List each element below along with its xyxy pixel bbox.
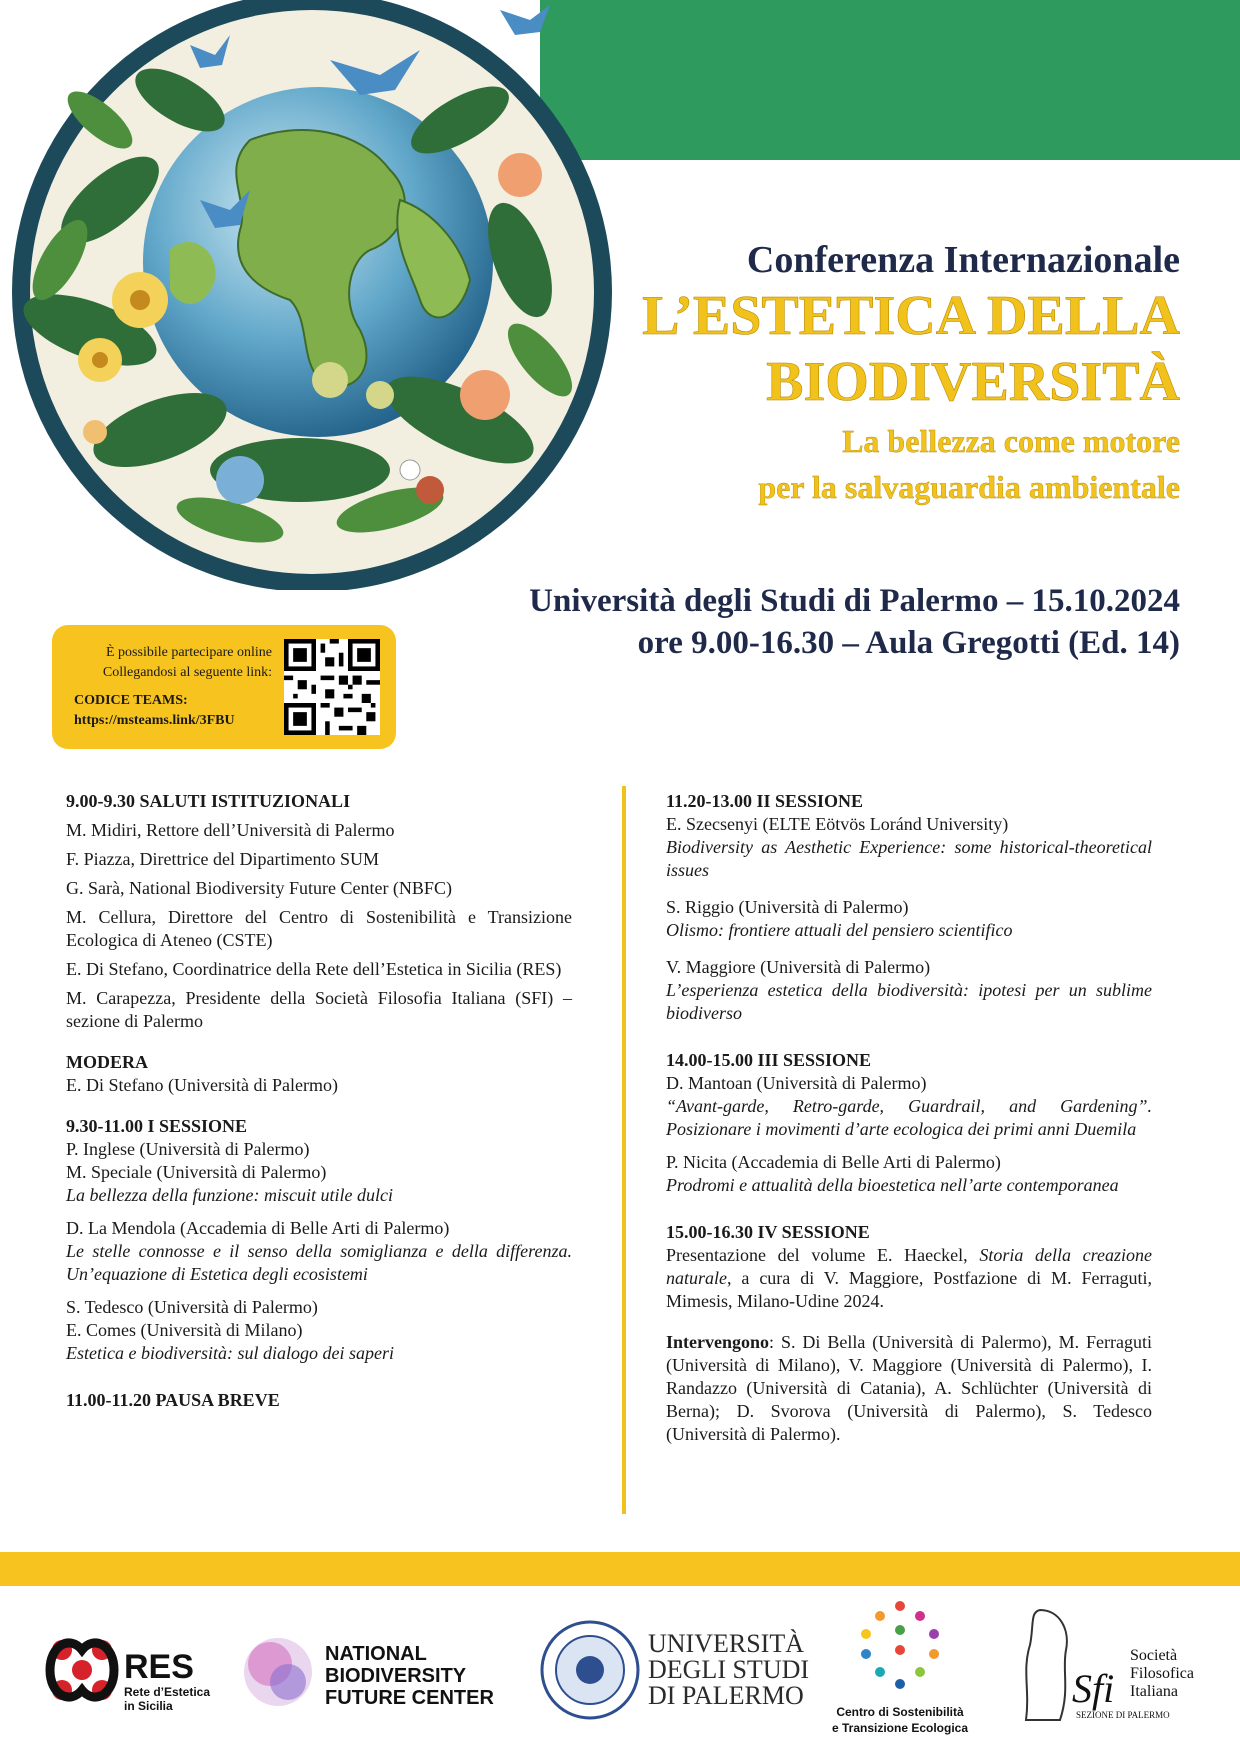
main-title-line1: L’ESTETICA DELLA <box>642 285 1180 347</box>
column-divider <box>622 786 626 1514</box>
talk-title: “Avant-garde, Retro-garde, Guardrail, and Gardening”. Posizionare i movimenti d’arte ecologica dei primi anni Duemila <box>666 1096 1152 1139</box>
top-green-band <box>540 0 1240 160</box>
teams-info <box>74 691 235 731</box>
cste-logo <box>832 1601 968 1735</box>
teams-label: CODICE TEAMS: <box>74 693 188 708</box>
speaker: V. Maggiore (Università di Palermo) <box>666 957 931 977</box>
book-title: Storia della creazione naturale <box>666 1245 1152 1288</box>
program-right-column <box>666 790 1152 1446</box>
teams-link[interactable]: https://msteams.link/3FBU <box>74 713 235 728</box>
conference-label: Conferenza Internazionale <box>746 239 1180 281</box>
talk-title: Estetica e biodiversità: sul dialogo dei saperi <box>66 1343 394 1363</box>
res-name: RES <box>124 1648 194 1686</box>
intervengono-label: Intervengono <box>666 1332 769 1352</box>
book-presentation <box>666 1244 1152 1313</box>
cste-line2: e Transizione Ecologica <box>831 1721 969 1735</box>
saluti-item: E. Di Stefano, Coordinatrice della Rete dell’Estetica in Sicilia (RES) <box>66 959 562 979</box>
modera-name: E. Di Stefano (Università di Palermo) <box>66 1075 338 1095</box>
talk-title: La bellezza della funzione: miscuit utile dulci <box>66 1185 393 1205</box>
speaker: S. Tedesco (Università di Palermo) <box>66 1297 318 1317</box>
unipa-logo <box>542 1622 809 1718</box>
speaker: M. Speciale (Università di Palermo) <box>66 1162 327 1182</box>
sfi-mark: Sfi <box>1072 1666 1115 1711</box>
sfi-logo <box>1026 1610 1194 1720</box>
talk-title: L’esperienza estetica della biodiversità: ipotesi per un sublime biodiverso <box>666 980 1152 1023</box>
break-title: 11.00-11.20 PAUSA BREVE <box>66 1390 280 1410</box>
header-block <box>540 238 1180 506</box>
saluti-item: F. Piazza, Direttrice del Dipartimento SUM <box>66 849 379 869</box>
globe-illustration <box>0 0 620 590</box>
unipa-line2: DEGLI STUDI <box>648 1655 810 1684</box>
unipa-line1: UNIVERSITÀ <box>648 1629 804 1658</box>
online-text <box>74 643 272 683</box>
speaker: P. Nicita (Accademia di Belle Arti di Palermo) <box>666 1152 1001 1172</box>
qr-code-icon[interactable] <box>284 639 380 735</box>
saluti-item: G. Sarà, National Biodiversity Future Center (NBFC) <box>66 878 452 898</box>
modera-title: MODERA <box>66 1052 148 1072</box>
intervengono-text: : S. Di Bella (Università di Palermo), M. Ferraguti (Università di Milano), V. Maggiore (Università di Palermo), I. Randazzo (Università di Catania), A. Schlüchter (Università di Berna); D. Svorova (Università di Palermo), S. Tedesco (Università di Palermo). <box>666 1332 1152 1444</box>
book-text-2: , a cura di V. Maggiore, Postfazione di M. Ferraguti, Mimesis, Milano-Udine 2024. <box>666 1268 1152 1311</box>
sfi-line2: Filosofica <box>1130 1665 1194 1682</box>
nbfc-line3: FUTURE CENTER <box>325 1687 494 1709</box>
subtitle-line1: La bellezza come motore <box>842 423 1180 459</box>
saluti-item: M. Cellura, Direttore del Centro di Sostenibilità e Transizione Ecologica di Ateneo (CSTE) <box>66 907 572 950</box>
nbfc-line2: BIODIVERSITY <box>325 1665 467 1687</box>
speaker: S. Riggio (Università di Palermo) <box>666 897 909 917</box>
cste-line1: Centro di Sostenibilità <box>836 1705 964 1719</box>
saluti-item: M. Midiri, Rettore dell’Università di Palermo <box>66 820 395 840</box>
online-info-box <box>52 625 396 749</box>
session-title-saluti: 9.00-9.30 SALUTI ISTITUZIONALI <box>66 791 351 811</box>
session-title-3: 14.00-15.00 III SESSIONE <box>666 1050 872 1070</box>
sfi-line1: Società <box>1130 1647 1178 1664</box>
sfi-line4: SEZIONE DI PALERMO <box>1076 1710 1170 1720</box>
subtitle-line2: per la salvaguardia ambientale <box>758 469 1180 505</box>
program-left-column <box>66 790 572 1412</box>
online-line2: Collegandosi al seguente link: <box>102 665 272 680</box>
venue-line1: Università degli Studi di Palermo – 15.10.2024 <box>529 583 1180 619</box>
speaker: P. Inglese (Università di Palermo) <box>66 1139 310 1159</box>
res-logo <box>50 1640 210 1713</box>
talk-title: Le stelle connosse e il senso della somiglianza e della differenza. Un’equazione di Estetica degli ecosistemi <box>66 1241 572 1284</box>
res-sub2: in Sicilia <box>124 1699 173 1713</box>
speaker: D. Mantoan (Università di Palermo) <box>666 1073 927 1093</box>
speaker: E. Comes (Università di Milano) <box>66 1320 303 1340</box>
main-title-line2: BIODIVERSITÀ <box>766 351 1180 413</box>
session-title-1: 9.30-11.00 I SESSIONE <box>66 1116 248 1136</box>
nbfc-line1: NATIONAL <box>325 1643 427 1665</box>
sfi-line3: Italiana <box>1130 1683 1178 1700</box>
speaker: E. Szecsenyi (ELTE Eötvös Loránd University) <box>666 814 1009 834</box>
session-title-2: 11.20-13.00 II SESSIONE <box>666 791 864 811</box>
talk-title: Prodromi e attualità della bioestetica nell’arte contemporanea <box>666 1175 1119 1195</box>
res-sub1: Rete d’Estetica <box>124 1685 211 1699</box>
talk-title: Biodiversity as Aesthetic Experience: some historical-theoretical issues <box>666 837 1152 880</box>
footer-yellow-band <box>0 1552 1240 1586</box>
intervengono <box>666 1331 1152 1446</box>
unipa-line3: DI PALERMO <box>648 1681 804 1710</box>
saluti-item: M. Carapezza, Presidente della Società Filosofia Italiana (SFI) – sezione di Palermo <box>66 988 572 1031</box>
logo-strip <box>0 1590 1240 1754</box>
talk-title: Olismo: frontiere attuali del pensiero scientifico <box>666 920 1013 940</box>
venue-block <box>420 580 1180 664</box>
venue-line2: ore 9.00-16.30 – Aula Gregotti (Ed. 14) <box>637 625 1180 661</box>
nbfc-logo <box>244 1638 494 1709</box>
online-line1: È possibile partecipare online <box>106 645 272 660</box>
session-title-4: 15.00-16.30 IV SESSIONE <box>666 1222 870 1242</box>
book-text-1: Presentazione del volume E. Haeckel, <box>666 1245 980 1265</box>
speaker: D. La Mendola (Accademia di Belle Arti di Palermo) <box>66 1218 450 1238</box>
